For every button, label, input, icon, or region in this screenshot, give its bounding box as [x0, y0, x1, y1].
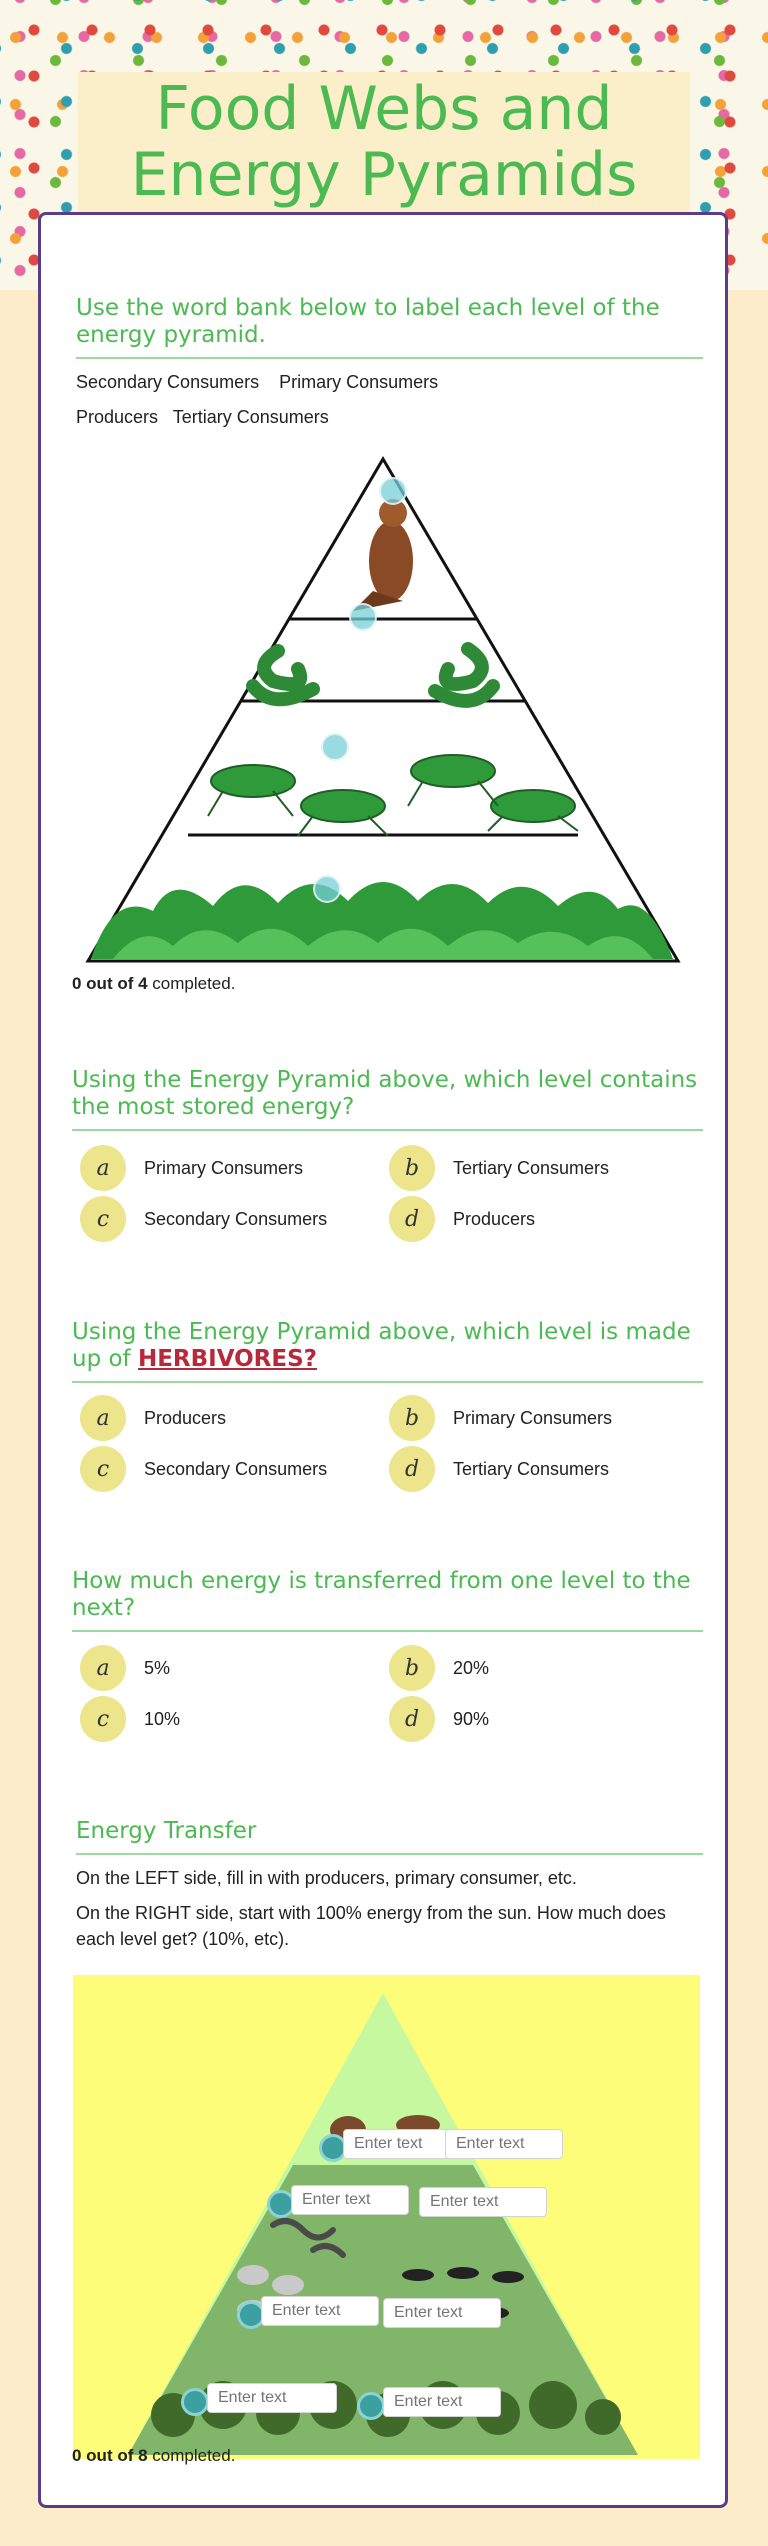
energy-input-left-top[interactable] — [343, 2129, 461, 2159]
question-heading: How much energy is transferred from one level to the next? — [72, 1568, 703, 1632]
answer-choice-c[interactable] — [80, 1446, 327, 1492]
choice-label: Secondary Consumers — [144, 1208, 328, 1229]
choice-label: Primary Consumers — [453, 1407, 613, 1428]
completion-count: 0 out of 4 — [72, 974, 148, 993]
pyramid-labeling-section — [41, 295, 731, 430]
energy-input-right-3[interactable] — [383, 2298, 501, 2328]
energy-pyramid-illustration — [73, 451, 693, 971]
instruction-text: On the LEFT side, fill in with producers, primary consumer, etc. — [76, 1868, 577, 1888]
answer-choice-a[interactable] — [80, 1645, 170, 1691]
section-heading: Energy Transfer — [76, 1818, 703, 1855]
choice-label: Secondary Consumers — [144, 1458, 328, 1479]
answer-choice-b[interactable] — [389, 1145, 609, 1191]
herbivores-emphasis: HERBIVORES? — [137, 1346, 318, 1372]
energy-transfer-section — [41, 1818, 731, 1952]
instruction-text: On the RIGHT side, start with 100% energy from the sun. How much does each level get? (10%, etc). — [76, 1903, 666, 1949]
answer-choice-c[interactable] — [80, 1196, 327, 1242]
question-energy-transfer-percent — [41, 1568, 731, 1632]
drop-zone-producers[interactable] — [313, 875, 341, 903]
drop-zone-secondary[interactable] — [349, 603, 377, 631]
choice-label: 5% — [144, 1657, 171, 1678]
choice-label: Producers — [144, 1407, 227, 1428]
completion-suffix: completed. — [147, 2446, 236, 2465]
choice-label: 90% — [453, 1708, 490, 1729]
energy-input-right-2[interactable] — [419, 2187, 547, 2217]
choice-label: Producers — [453, 1208, 536, 1229]
choice-letter: a — [80, 1645, 126, 1691]
energy-input-left-3[interactable] — [261, 2296, 379, 2326]
answer-drop-dot[interactable] — [181, 2388, 209, 2416]
choice-letter: c — [80, 1446, 126, 1492]
choice-letter: b — [389, 1145, 435, 1191]
choice-label: 20% — [453, 1657, 490, 1678]
energy-input-right-bottom[interactable] — [383, 2387, 501, 2417]
worksheet-card — [38, 212, 728, 2508]
choice-letter: d — [389, 1446, 435, 1492]
question-most-energy — [41, 1067, 731, 1131]
completion-count: 0 out of 8 — [72, 2446, 148, 2465]
answer-choice-c[interactable] — [80, 1696, 180, 1742]
question-heading-text: Using the Energy Pyramid above, which level is made up of — [72, 1319, 691, 1372]
question-heading: Using the Energy Pyramid above, which level contains the most stored energy? — [72, 1067, 703, 1131]
question-heading — [72, 1319, 703, 1383]
choice-label: Tertiary Consumers — [453, 1157, 610, 1178]
drop-zone-primary[interactable] — [321, 733, 349, 761]
question-herbivores — [41, 1319, 731, 1383]
choice-letter: b — [389, 1645, 435, 1691]
energy-input-left-2[interactable] — [291, 2185, 409, 2215]
choice-letter: b — [389, 1395, 435, 1441]
word-bank-line: Producers Tertiary Consumers — [76, 407, 329, 427]
answer-choice-d[interactable] — [389, 1196, 535, 1242]
answer-choice-d[interactable] — [389, 1446, 609, 1492]
choice-letter: c — [80, 1196, 126, 1242]
choice-letter: c — [80, 1696, 126, 1742]
word-bank-line: Secondary Consumers Primary Consumers — [76, 372, 439, 392]
lettuce-illustration — [91, 882, 673, 959]
answer-choice-d[interactable] — [389, 1696, 489, 1742]
section-heading: Use the word bank below to label each level of the energy pyramid. — [76, 295, 703, 359]
choice-label: Tertiary Consumers — [453, 1458, 610, 1479]
drop-zone-tertiary[interactable] — [379, 477, 407, 505]
answer-choice-b[interactable] — [389, 1645, 489, 1691]
choice-letter: d — [389, 1196, 435, 1242]
choice-label: 10% — [144, 1708, 181, 1729]
answer-choice-a[interactable] — [80, 1395, 226, 1441]
energy-input-right-top[interactable] — [445, 2129, 563, 2159]
answer-drop-dot[interactable] — [357, 2392, 385, 2420]
energy-input-left-bottom[interactable] — [207, 2383, 337, 2413]
completion-status — [72, 974, 235, 994]
choice-letter: a — [80, 1395, 126, 1441]
choice-label: Primary Consumers — [144, 1157, 304, 1178]
page-title: Food Webs and Energy Pyramids — [130, 74, 638, 210]
choice-letter: a — [80, 1145, 126, 1191]
completion-suffix: completed. — [147, 974, 236, 993]
answer-choice-a[interactable] — [80, 1145, 303, 1191]
answer-choice-b[interactable] — [389, 1395, 612, 1441]
choice-letter: d — [389, 1696, 435, 1742]
completion-status — [72, 2446, 235, 2466]
